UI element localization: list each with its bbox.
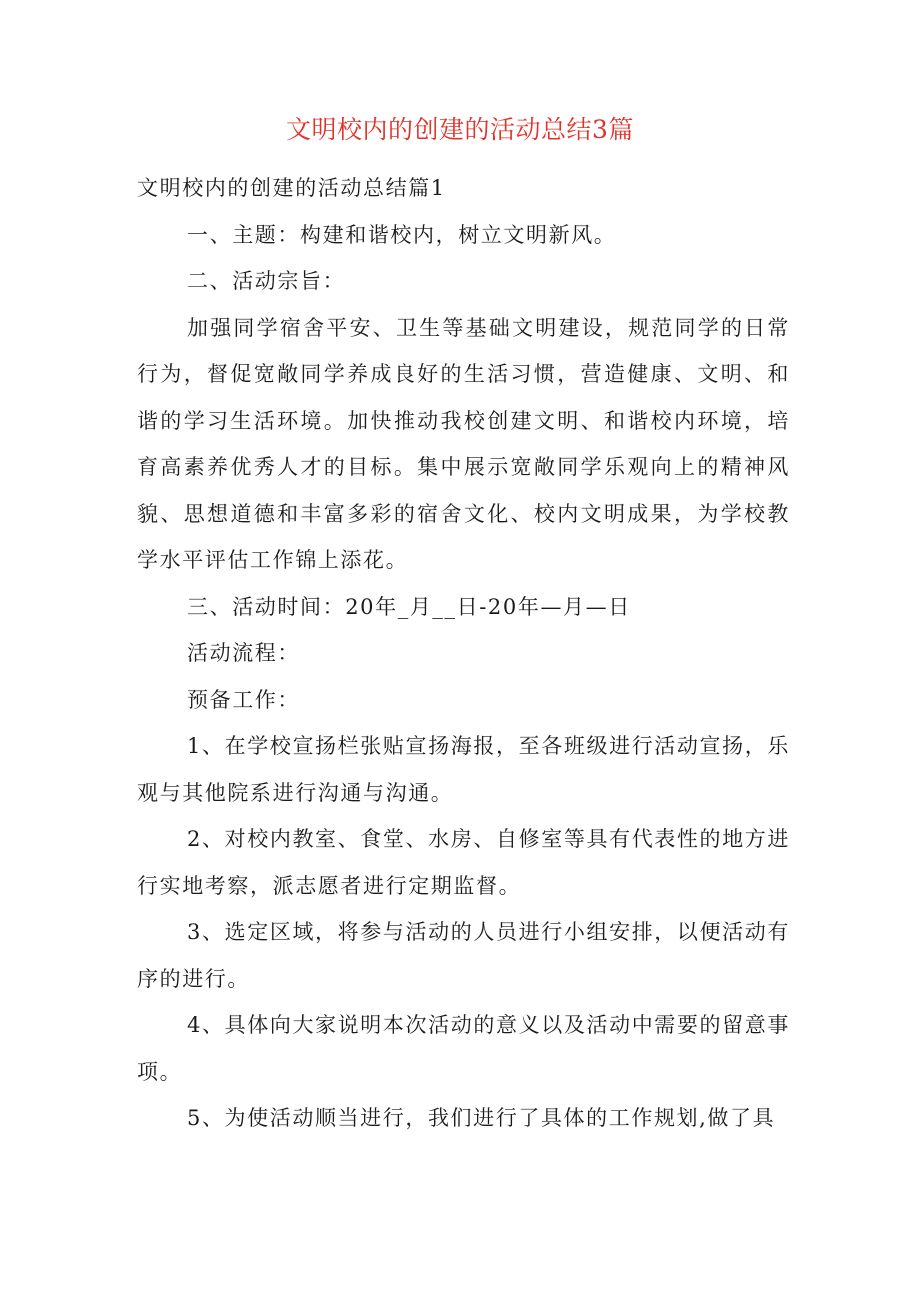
time-line: 三、活动时间：20年_月__日-20年—月—日 bbox=[187, 594, 631, 619]
theme-line: 一、主题：构建和谐校内，树立文明新风。 bbox=[187, 222, 617, 247]
section-subtitle: 文明校内的创建的活动总结篇1 bbox=[137, 176, 446, 200]
list-item: 5、为使活动顺当进行，我们进行了具体的工作规划,做了具 bbox=[187, 1106, 776, 1130]
prep-heading: 预备工作： bbox=[187, 687, 300, 712]
list-item: 4、具体向大家说明本次活动的意义以及活动中需要的留意事项。 bbox=[137, 1013, 790, 1084]
list-item: 1、在学校宣扬栏张贴宣扬海报，至各班级进行活动宣扬，乐观与其他院系进行沟通与沟通。 bbox=[137, 734, 790, 805]
flow-heading: 活动流程： bbox=[187, 641, 300, 665]
document-body bbox=[137, 165, 790, 1142]
purpose-paragraph: 加强同学宿舍平安、卫生等基础文明建设，规范同学的日常行为，督促宽敞同学养成良好的生活习惯，营造健康、文明、和谐的学习生活环境。加快推动我校创建文明、和谐校内环境，培育高素养优秀人才的目标。集中展示宽敞同学乐观向上的精神风貌、思想道德和丰富多彩的宿舍文化、校内文明成果，为学校教学水平评估工作锦上添花。 bbox=[137, 315, 790, 572]
purpose-heading: 二、活动宗旨： bbox=[187, 269, 346, 293]
list-item: 3、选定区域，将参与活动的人员进行小组安排，以便活动有序的进行。 bbox=[137, 920, 790, 991]
list-item: 2、对校内教室、食堂、水房、自修室等具有代表性的地方进行实地考察，派志愿者进行定期监督。 bbox=[137, 827, 790, 898]
document-title: 文明校内的创建的活动总结3篇 bbox=[286, 115, 634, 144]
